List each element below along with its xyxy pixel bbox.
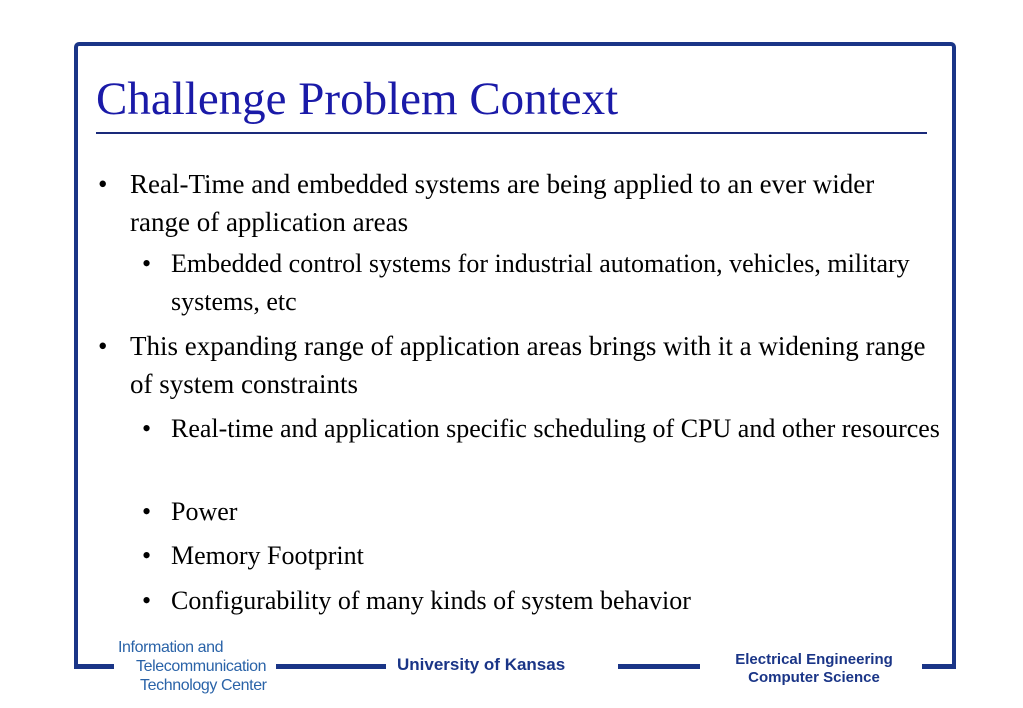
bullet-item bbox=[142, 537, 942, 575]
bullet-text: Configurability of many kinds of system behavior bbox=[171, 586, 691, 615]
bullet-text: This expanding range of application areas brings with it a widening range of system constraints bbox=[130, 331, 926, 399]
bullet-item bbox=[142, 410, 942, 448]
itc-logo-line3: Technology Center bbox=[140, 677, 267, 694]
bullet-text: Embedded control systems for industrial automation, vehicles, military systems, etc bbox=[171, 249, 910, 316]
bullet-text: Real-time and application specific scheduling of CPU and other resources bbox=[171, 414, 940, 443]
bullet-item bbox=[142, 582, 942, 620]
footer-university: University of Kansas bbox=[397, 655, 566, 674]
bullet-marker: • bbox=[98, 169, 108, 199]
bullet-marker: • bbox=[142, 497, 152, 526]
bullet-item bbox=[98, 165, 938, 241]
footer-line-center-left bbox=[276, 664, 386, 669]
bullet-marker: • bbox=[98, 331, 108, 361]
itc-logo-line2: Telecommunication bbox=[136, 658, 267, 675]
bullet-item bbox=[142, 245, 942, 321]
footer-department bbox=[706, 651, 922, 687]
footer-department-line2: Computer Science bbox=[748, 669, 880, 686]
bullet-text: Memory Footprint bbox=[171, 541, 364, 570]
frame-corner-left bbox=[74, 640, 78, 669]
bullet-text: Real-Time and embedded systems are being applied to an ever wider range of application areas bbox=[130, 169, 875, 237]
footer-department-line1: Electrical Engineering bbox=[735, 651, 893, 668]
frame-corner-right bbox=[952, 640, 956, 669]
bullet-marker: • bbox=[142, 586, 152, 615]
footer-line-right bbox=[922, 664, 956, 669]
bullet-item bbox=[98, 327, 938, 403]
bullet-item bbox=[142, 493, 942, 531]
footer-line-center-right bbox=[618, 664, 700, 669]
itc-logo bbox=[118, 638, 278, 695]
footer-line-left bbox=[74, 664, 114, 669]
bullet-text: Power bbox=[171, 497, 238, 526]
bullet-marker: • bbox=[142, 414, 152, 443]
itc-logo-line1: Information and bbox=[118, 639, 224, 656]
bullet-marker: • bbox=[142, 541, 152, 570]
bullet-marker: • bbox=[142, 249, 152, 278]
slide-title: Challenge Problem Context bbox=[96, 73, 619, 125]
